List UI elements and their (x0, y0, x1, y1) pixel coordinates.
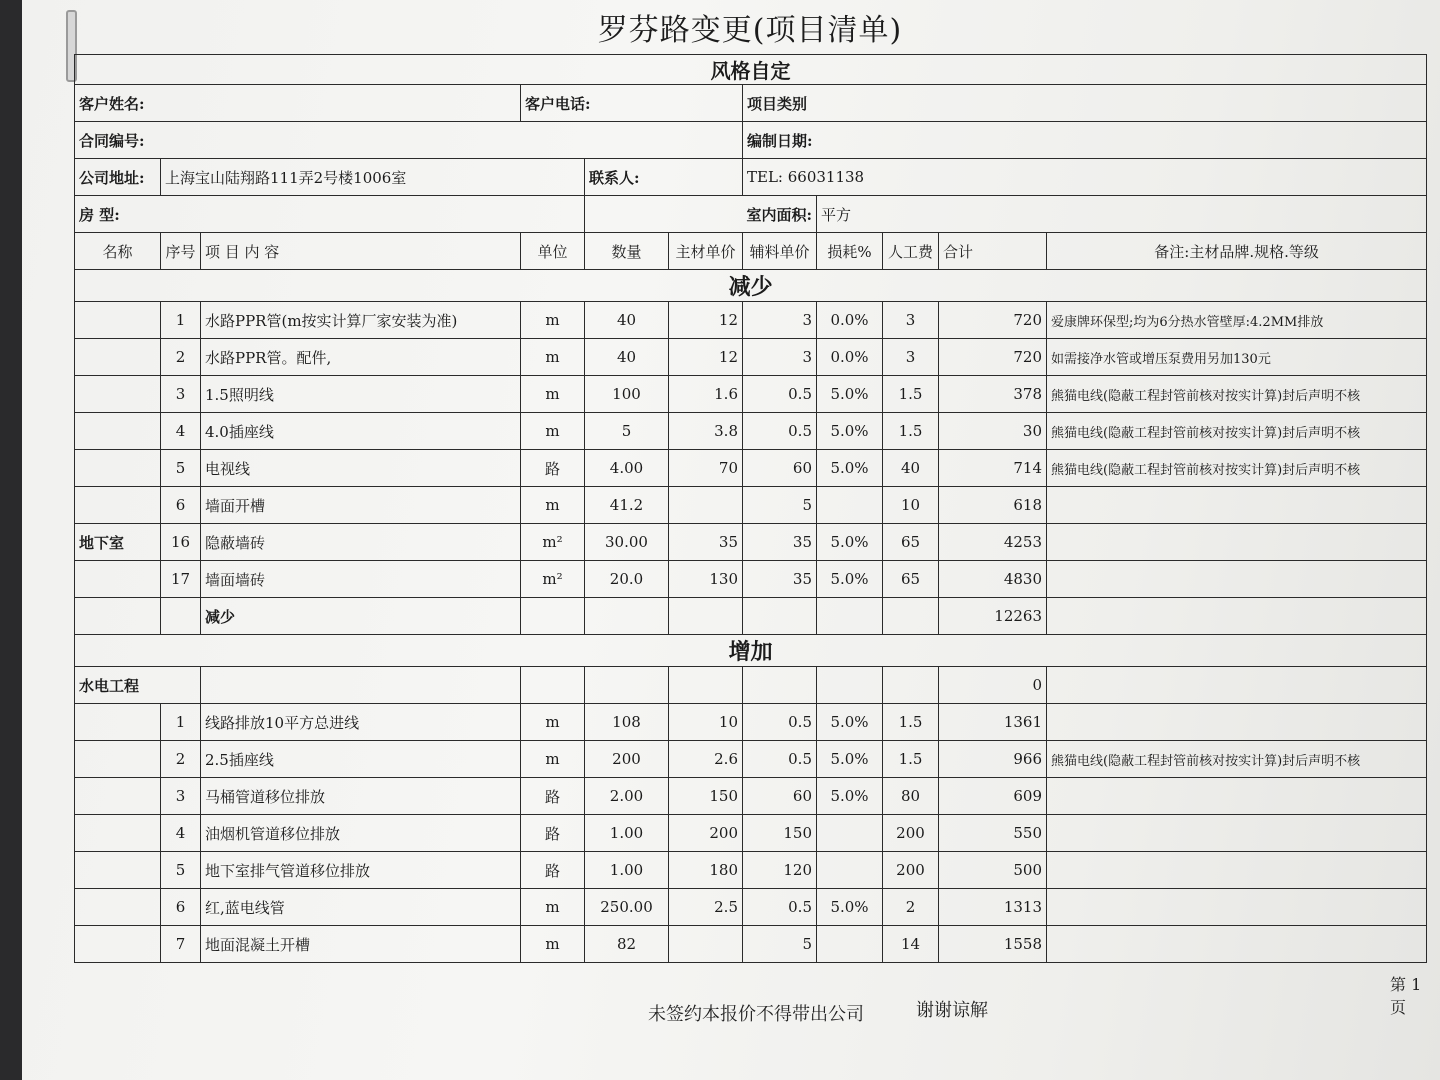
increase-aux-cell: 60 (743, 778, 817, 815)
decrease-loss-cell: 0.0% (817, 302, 883, 339)
area-label: 室内面积: (585, 196, 817, 233)
company-tel: TEL: 66031138 (743, 159, 1427, 196)
decrease-qty-cell: 4.00 (585, 450, 669, 487)
project-table (74, 54, 1427, 963)
decrease-subtotal-label: 减少 (201, 598, 521, 635)
increase-main-cell: 200 (669, 815, 743, 852)
increase-qty-cell: 1.00 (585, 815, 669, 852)
decrease-name-cell (75, 413, 161, 450)
decrease-main-cell: 3.8 (669, 413, 743, 450)
decrease-qty-cell: 5 (585, 413, 669, 450)
decrease-seq-cell: 2 (161, 339, 201, 376)
decrease-row (75, 524, 1427, 561)
increase-row (75, 815, 1427, 852)
decrease-main-cell: 12 (669, 302, 743, 339)
house-type-label: 房 型: (75, 196, 585, 233)
increase-seq-cell: 1 (161, 704, 201, 741)
increase-unit-cell: m (521, 889, 585, 926)
increase-row (75, 704, 1427, 741)
decrease-content-cell: 电视线 (201, 450, 521, 487)
decrease-total-cell: 4830 (939, 561, 1047, 598)
decrease-content-cell: 隐蔽墙砖 (201, 524, 521, 561)
compile-date-label: 编制日期: (743, 122, 1427, 159)
decrease-content-cell: 墙面墙砖 (201, 561, 521, 598)
decrease-labor-cell: 1.5 (883, 376, 939, 413)
increase-seq-cell: 7 (161, 926, 201, 963)
increase-seq-cell: 5 (161, 852, 201, 889)
increase-labor-cell: 2 (883, 889, 939, 926)
increase-row (75, 741, 1427, 778)
column-header-row (75, 233, 1427, 270)
increase-qty-cell: 108 (585, 704, 669, 741)
page-number: 第 1 页 (1390, 975, 1422, 1017)
increase-remark-cell (1047, 889, 1427, 926)
decrease-total-cell: 618 (939, 487, 1047, 524)
decrease-unit-cell: m (521, 302, 585, 339)
decrease-main-cell: 12 (669, 339, 743, 376)
decrease-unit-cell: m² (521, 561, 585, 598)
increase-aux-cell: 0.5 (743, 741, 817, 778)
decrease-aux-cell: 35 (743, 561, 817, 598)
increase-unit-cell: 路 (521, 852, 585, 889)
decrease-unit-cell: m (521, 376, 585, 413)
increase-qty-cell: 2.00 (585, 778, 669, 815)
increase-qty-cell: 200 (585, 741, 669, 778)
increase-loss-cell: 5.0% (817, 889, 883, 926)
section-increase-title: 增加 (75, 635, 1427, 667)
increase-remark-cell (1047, 852, 1427, 889)
decrease-loss-cell: 5.0% (817, 450, 883, 487)
document-title: 罗芬路变更(项目清单) (597, 13, 903, 48)
increase-total-cell: 1361 (939, 704, 1047, 741)
decrease-seq-cell: 17 (161, 561, 201, 598)
decrease-content-cell: 水路PPR管。配件, (201, 339, 521, 376)
decrease-remark-cell (1047, 561, 1427, 598)
decrease-remark-cell: 熊猫电线(隐蔽工程封管前核对按实计算)封后声明不核 (1047, 450, 1427, 487)
customer-phone-label: 客户电话: (521, 85, 743, 122)
increase-qty-cell: 1.00 (585, 852, 669, 889)
increase-loss-cell (817, 926, 883, 963)
header-labor: 人工费 (883, 233, 939, 270)
decrease-loss-cell: 5.0% (817, 524, 883, 561)
decrease-total-cell: 30 (939, 413, 1047, 450)
increase-total-cell: 550 (939, 815, 1047, 852)
decrease-main-cell: 35 (669, 524, 743, 561)
decrease-qty-cell: 30.00 (585, 524, 669, 561)
increase-unit-cell: 路 (521, 778, 585, 815)
footer-note: 未签约本报价不得带出公司 (648, 1004, 864, 1025)
increase-loss-cell: 5.0% (817, 704, 883, 741)
area-unit: 平方 (817, 196, 1427, 233)
increase-main-cell: 150 (669, 778, 743, 815)
decrease-unit-cell: m (521, 487, 585, 524)
increase-unit-cell: m (521, 741, 585, 778)
decrease-subtotal-row (75, 598, 1427, 635)
decrease-qty-cell: 41.2 (585, 487, 669, 524)
increase-name-cell (75, 704, 161, 741)
increase-seq-cell: 3 (161, 778, 201, 815)
increase-qty-cell: 250.00 (585, 889, 669, 926)
increase-aux-cell: 0.5 (743, 889, 817, 926)
decrease-seq-cell: 3 (161, 376, 201, 413)
decrease-row (75, 339, 1427, 376)
decrease-qty-cell: 20.0 (585, 561, 669, 598)
increase-main-cell: 2.6 (669, 741, 743, 778)
increase-labor-cell: 80 (883, 778, 939, 815)
header-unit: 单位 (521, 233, 585, 270)
decrease-subtotal-value: 12263 (939, 598, 1047, 635)
increase-remark-cell (1047, 704, 1427, 741)
decrease-name-cell (75, 487, 161, 524)
decrease-content-cell: 墙面开槽 (201, 487, 521, 524)
increase-total-cell: 500 (939, 852, 1047, 889)
decrease-main-cell: 70 (669, 450, 743, 487)
increase-name-cell (75, 815, 161, 852)
increase-remark-cell (1047, 778, 1427, 815)
paper-sheet (22, 0, 1440, 1080)
decrease-qty-cell: 40 (585, 302, 669, 339)
company-address: 上海宝山陆翔路111弄2号楼1006室 (161, 159, 585, 196)
decrease-content-cell: 4.0插座线 (201, 413, 521, 450)
decrease-unit-cell: m² (521, 524, 585, 561)
increase-seq-cell: 6 (161, 889, 201, 926)
header-name: 名称 (75, 233, 161, 270)
header-seq: 序号 (161, 233, 201, 270)
decrease-aux-cell: 0.5 (743, 376, 817, 413)
increase-seq-cell: 2 (161, 741, 201, 778)
increase-total-cell: 1313 (939, 889, 1047, 926)
increase-aux-cell: 0.5 (743, 704, 817, 741)
increase-loss-cell (817, 815, 883, 852)
increase-qty-cell: 82 (585, 926, 669, 963)
decrease-row (75, 561, 1427, 598)
increase-labor-cell: 200 (883, 852, 939, 889)
increase-row (75, 889, 1427, 926)
customer-name-label: 客户姓名: (75, 85, 521, 122)
decrease-content-cell: 水路PPR管(m按实计算厂家安装为准) (201, 302, 521, 339)
increase-row (75, 778, 1427, 815)
decrease-total-cell: 4253 (939, 524, 1047, 561)
decrease-seq-cell: 1 (161, 302, 201, 339)
increase-total-cell: 1558 (939, 926, 1047, 963)
decrease-unit-cell: 路 (521, 450, 585, 487)
increase-main-cell (669, 926, 743, 963)
decrease-seq-cell: 16 (161, 524, 201, 561)
contact-label: 联系人: (585, 159, 743, 196)
increase-labor-cell: 1.5 (883, 741, 939, 778)
increase-loss-cell (817, 852, 883, 889)
increase-content-cell: 红,蓝电线管 (201, 889, 521, 926)
increase-total-cell: 609 (939, 778, 1047, 815)
decrease-aux-cell: 35 (743, 524, 817, 561)
increase-loss-cell: 5.0% (817, 741, 883, 778)
style-label: 风格自定 (75, 55, 1427, 85)
increase-aux-cell: 120 (743, 852, 817, 889)
increase-row (75, 926, 1427, 963)
header-aux-price: 辅料单价 (743, 233, 817, 270)
decrease-labor-cell: 3 (883, 339, 939, 376)
increase-labor-cell: 200 (883, 815, 939, 852)
increase-content-cell: 2.5插座线 (201, 741, 521, 778)
decrease-remark-cell: 爱康牌环保型;均为6分热水管壁厚:4.2MM排放 (1047, 302, 1427, 339)
increase-content-cell: 地下室排气管道移位排放 (201, 852, 521, 889)
decrease-main-cell (669, 487, 743, 524)
decrease-aux-cell: 0.5 (743, 413, 817, 450)
decrease-remark-cell: 熊猫电线(隐蔽工程封管前核对按实计算)封后声明不核 (1047, 413, 1427, 450)
increase-group-name: 水电工程 (75, 667, 201, 704)
decrease-labor-cell: 65 (883, 524, 939, 561)
increase-content-cell: 马桶管道移位排放 (201, 778, 521, 815)
decrease-remark-cell (1047, 487, 1427, 524)
decrease-name-cell (75, 376, 161, 413)
decrease-aux-cell: 3 (743, 302, 817, 339)
decrease-row (75, 487, 1427, 524)
decrease-loss-cell: 5.0% (817, 413, 883, 450)
decrease-name-cell (75, 339, 161, 376)
decrease-total-cell: 378 (939, 376, 1047, 413)
increase-content-cell: 地面混凝土开槽 (201, 926, 521, 963)
increase-name-cell (75, 778, 161, 815)
decrease-summary (75, 598, 1427, 704)
decrease-rows (75, 302, 1427, 598)
decrease-row (75, 413, 1427, 450)
contract-number-label: 合同编号: (75, 122, 743, 159)
decrease-labor-cell: 3 (883, 302, 939, 339)
decrease-row (75, 302, 1427, 339)
project-type-label: 项目类别 (743, 85, 1427, 122)
increase-name-cell (75, 852, 161, 889)
decrease-row (75, 376, 1427, 413)
header-total: 合计 (939, 233, 1047, 270)
header-loss: 损耗% (817, 233, 883, 270)
increase-main-cell: 10 (669, 704, 743, 741)
decrease-name-cell (75, 302, 161, 339)
decrease-aux-cell: 3 (743, 339, 817, 376)
decrease-total-cell: 720 (939, 302, 1047, 339)
decrease-aux-cell: 5 (743, 487, 817, 524)
decrease-name-cell: 地下室 (75, 524, 161, 561)
decrease-remark-cell (1047, 524, 1427, 561)
header-content: 项 目 内 容 (201, 233, 521, 270)
increase-row (75, 852, 1427, 889)
footer-thanks: 谢谢谅解 (916, 1000, 988, 1021)
decrease-total-cell: 720 (939, 339, 1047, 376)
header-main-price: 主材单价 (669, 233, 743, 270)
decrease-remark-cell: 如需接净水管或增压泵费用另加130元 (1047, 339, 1427, 376)
decrease-main-cell: 1.6 (669, 376, 743, 413)
increase-loss-cell: 5.0% (817, 778, 883, 815)
decrease-name-cell (75, 561, 161, 598)
decrease-loss-cell: 0.0% (817, 339, 883, 376)
decrease-seq-cell: 6 (161, 487, 201, 524)
decrease-total-cell: 714 (939, 450, 1047, 487)
header-remark: 备注:主材品牌.规格.等级 (1047, 233, 1427, 270)
increase-name-cell (75, 889, 161, 926)
increase-remark-cell (1047, 926, 1427, 963)
decrease-content-cell: 1.5照明线 (201, 376, 521, 413)
decrease-qty-cell: 40 (585, 339, 669, 376)
increase-main-cell: 180 (669, 852, 743, 889)
decrease-remark-cell: 熊猫电线(隐蔽工程封管前核对按实计算)封后声明不核 (1047, 376, 1427, 413)
increase-content-cell: 线路排放10平方总进线 (201, 704, 521, 741)
increase-rows (75, 704, 1427, 963)
decrease-labor-cell: 65 (883, 561, 939, 598)
increase-labor-cell: 1.5 (883, 704, 939, 741)
increase-name-cell (75, 741, 161, 778)
increase-main-cell: 2.5 (669, 889, 743, 926)
increase-unit-cell: 路 (521, 815, 585, 852)
decrease-labor-cell: 10 (883, 487, 939, 524)
decrease-aux-cell: 60 (743, 450, 817, 487)
decrease-labor-cell: 1.5 (883, 413, 939, 450)
increase-name-cell (75, 926, 161, 963)
decrease-name-cell (75, 450, 161, 487)
increase-total-cell: 966 (939, 741, 1047, 778)
info-block (75, 55, 1427, 302)
company-address-label: 公司地址: (75, 159, 161, 196)
decrease-loss-cell: 5.0% (817, 561, 883, 598)
decrease-main-cell: 130 (669, 561, 743, 598)
increase-remark-cell (1047, 815, 1427, 852)
increase-aux-cell: 150 (743, 815, 817, 852)
increase-aux-cell: 5 (743, 926, 817, 963)
header-qty: 数量 (585, 233, 669, 270)
decrease-qty-cell: 100 (585, 376, 669, 413)
decrease-unit-cell: m (521, 413, 585, 450)
increase-seq-cell: 4 (161, 815, 201, 852)
section-decrease-title: 减少 (75, 270, 1427, 302)
increase-unit-cell: m (521, 926, 585, 963)
decrease-seq-cell: 5 (161, 450, 201, 487)
decrease-row (75, 450, 1427, 487)
increase-group-total: 0 (939, 667, 1047, 704)
quote-sheet (74, 8, 1426, 1025)
increase-unit-cell: m (521, 704, 585, 741)
increase-remark-cell: 熊猫电线(隐蔽工程封管前核对按实计算)封后声明不核 (1047, 741, 1427, 778)
increase-labor-cell: 14 (883, 926, 939, 963)
decrease-loss-cell (817, 487, 883, 524)
decrease-seq-cell: 4 (161, 413, 201, 450)
decrease-loss-cell: 5.0% (817, 376, 883, 413)
increase-content-cell: 油烟机管道移位排放 (201, 815, 521, 852)
decrease-labor-cell: 40 (883, 450, 939, 487)
decrease-unit-cell: m (521, 339, 585, 376)
increase-group-row (75, 667, 1427, 704)
